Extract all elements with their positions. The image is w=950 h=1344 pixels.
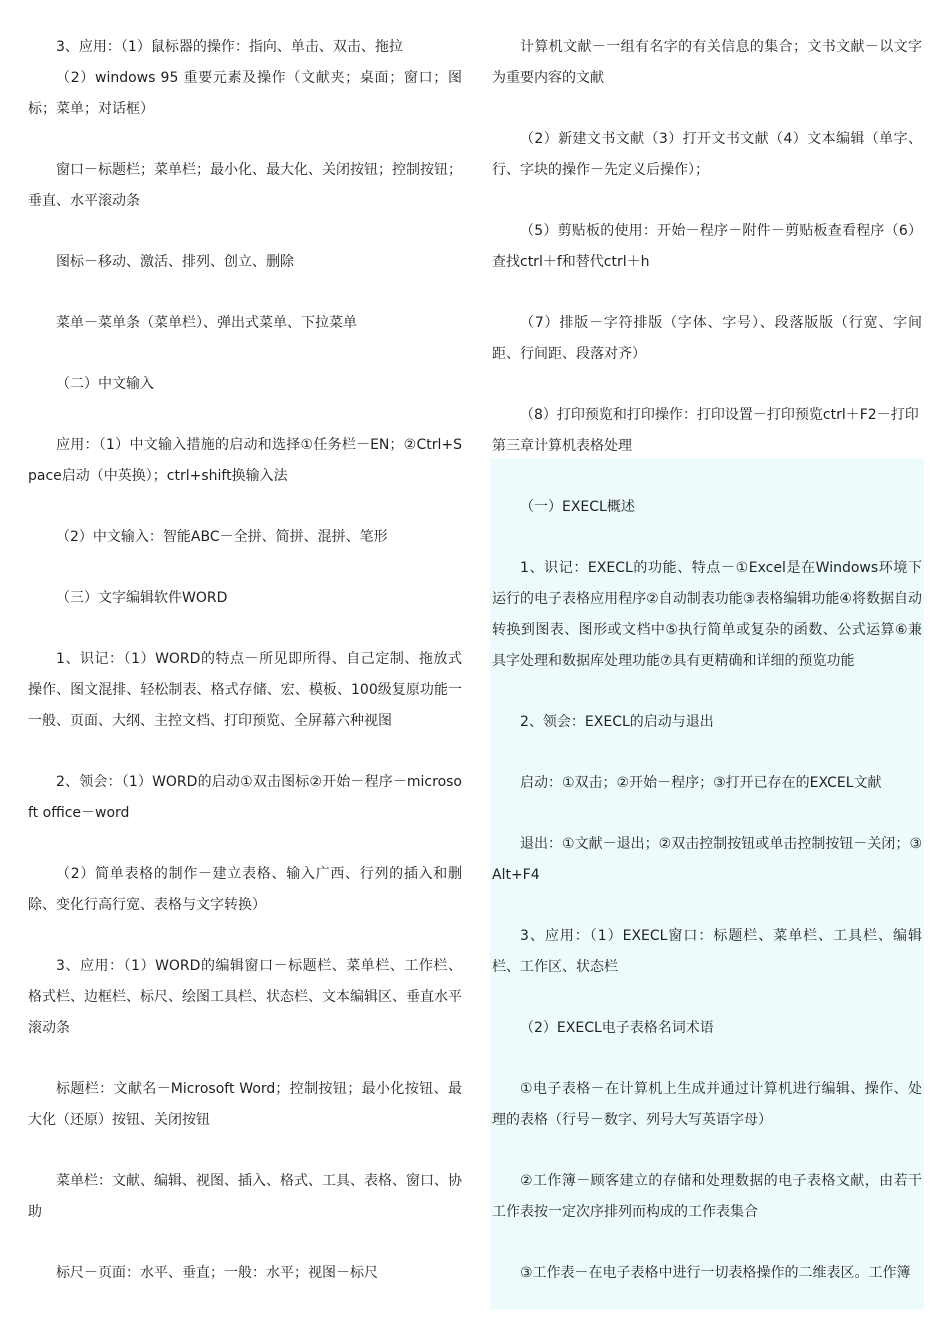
blank-line (28, 1044, 462, 1074)
paragraph: 标题栏：文献名－Microsoft Word；控制按钮；最小化按钮、最大化（还原）按钮、关闭按钮 (28, 1081, 462, 1128)
paragraph: 1、识记：EXECL的功能、特点－①Excel是在Windows环境下运行的电子表格应用程序②自动制表功能③表格编辑功能④将数据自动转换到图表、图形或文档中⑤执行简单或复杂的函数、公式运算⑥兼具字处理和数据库处理功能⑦具有更精确和详细的预览功能 (492, 560, 922, 669)
paragraph: （2）中文输入：智能ABC－全拼、简拼、混拼、笔形 (56, 529, 388, 545)
section-heading: （二）中文输入 (56, 376, 154, 392)
blank-line (492, 738, 922, 768)
paragraph: （2）简单表格的制作－建立表格、输入广西、行列的插入和删除、变化行高行宽、表格与文字转换） (28, 866, 462, 913)
blank-line (492, 677, 922, 707)
paragraph: （2）windows 95 重要元素及操作（文献夹；桌面；窗口；图标；菜单；对话框） (28, 70, 462, 117)
blank-line (492, 186, 922, 216)
blank-line (28, 278, 462, 308)
paragraph: 图标－移动、激活、排列、创立、删除 (56, 254, 294, 270)
blank-line (492, 983, 922, 1013)
paragraph: 3、应用：（1）EXECL窗口：标题栏、菜单栏、工具栏、编辑栏、工作区、状态栏 (492, 928, 922, 975)
blank-line (492, 1228, 922, 1258)
blank-line (492, 1136, 922, 1166)
right-column (492, 32, 922, 1289)
paragraph: 3、应用：（1）WORD的编辑窗口－标题栏、菜单栏、工作栏、格式栏、边框栏、标尺、绘图工具栏、状态栏、文本编辑区、垂直水平滚动条 (28, 958, 462, 1036)
blank-line (28, 829, 462, 859)
blank-line (28, 217, 462, 247)
blank-line (492, 94, 922, 124)
blank-line (28, 1228, 462, 1258)
paragraph: 2、领会：（1）WORD的启动①双击图标②开始－程序－microsoft office－word (28, 774, 462, 821)
paragraph: 3、应用：（1）鼠标器的操作：指向、单击、双击、拖拉 (56, 39, 403, 55)
blank-line (28, 553, 462, 583)
section-heading: （一）EXECL概述 (520, 499, 635, 515)
blank-line (492, 278, 922, 308)
paragraph: 计算机文献－一组有名字的有关信息的集合；文书文献－以文字为重要内容的文献 (492, 39, 922, 86)
paragraph: （2）新建文书文献（3）打开文书文献（4）文本编辑（单字、行、字块的操作－先定义后操作）； (492, 131, 922, 178)
paragraph: （7）排版－字符排版（字体、字号）、段落版版（行宽、字间距、行间距、段落对齐） (492, 315, 922, 362)
blank-line (492, 891, 922, 921)
blank-line (492, 370, 922, 400)
paragraph: 应用：（1）中文输入措施的启动和选择①任务栏－EN；②Ctrl+Space启动（中英换）；ctrl+shift换输入法 (28, 437, 462, 484)
blank-line (28, 1136, 462, 1166)
blank-line (28, 339, 462, 369)
paragraph: ①电子表格－在计算机上生成并通过计算机进行编辑、操作、处理的表格（行号－数字、列号大写英语字母） (492, 1081, 922, 1128)
blank-line (492, 1044, 922, 1074)
blank-line (492, 462, 922, 492)
paragraph: （5）剪贴板的使用：开始－程序－附件－剪贴板查看程序（6）查找ctrl＋f和替代ctrl＋h (492, 223, 922, 270)
section-heading: （三）文字编辑软件WORD (56, 590, 228, 606)
paragraph: ③工作表－在电子表格中进行一切表格操作的二维表区。工作簿 (520, 1265, 911, 1281)
blank-line (28, 492, 462, 522)
blank-line (492, 799, 922, 829)
blank-line (28, 737, 462, 767)
left-column (28, 32, 462, 1289)
paragraph: 启动：①双击；②开始－程序；③打开已存在的EXCEL文献 (520, 775, 882, 791)
blank-line (28, 400, 462, 430)
blank-line (28, 921, 462, 951)
paragraph: ②工作簿－顾客建立的存储和处理数据的电子表格文献，由若干工作表按一定次序排列而构成的工作表集合 (492, 1173, 922, 1220)
blank-line (28, 614, 462, 644)
blank-line (492, 523, 922, 553)
paragraph: 窗口－标题栏；菜单栏；最小化、最大化、关闭按钮；控制按钮；垂直、水平滚动条 (28, 162, 462, 209)
paragraph: （2）EXECL电子表格名词术语 (520, 1020, 714, 1036)
chapter-heading: 第三章计算机表格处理 (492, 438, 632, 454)
paragraph: 标尺－页面：水平、垂直；一般：水平；视图－标尺 (56, 1265, 378, 1281)
paragraph: 退出：①文献－退出；②双击控制按钮或单击控制按钮－关闭；③Alt+F4 (492, 836, 922, 883)
blank-line (28, 125, 462, 155)
paragraph: 2、领会：EXECL的启动与退出 (520, 714, 714, 730)
paragraph: 菜单－菜单条（菜单栏）、弹出式菜单、下拉菜单 (56, 315, 357, 331)
paragraph: （8）打印预览和打印操作：打印设置－打印预览ctrl＋F2－打印 (520, 407, 919, 423)
paragraph: 菜单栏：文献、编辑、视图、插入、格式、工具、表格、窗口、协助 (28, 1173, 462, 1220)
paragraph: 1、识记：（1）WORD的特点－所见即所得、自己定制、拖放式操作、图文混排、轻松制表、格式存储、宏、模板、100级复原功能一一般、页面、大纲、主控文档、打印预览、全屏幕六种视图 (28, 651, 462, 729)
